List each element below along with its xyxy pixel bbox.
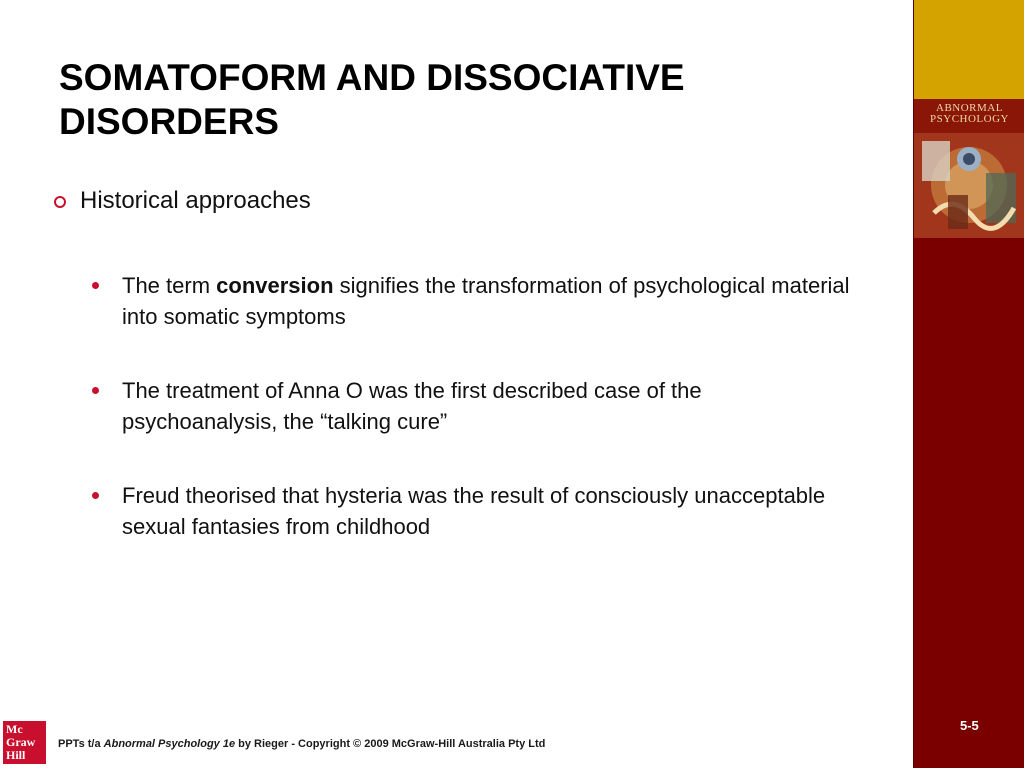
sidebar-gold-band: [914, 0, 1024, 99]
sidebar: [913, 0, 1024, 768]
footer-book-title: Abnormal Psychology 1e: [103, 738, 236, 750]
slide-title: SOMATOFORM AND DISSOCIATIVE DISORDERS: [59, 57, 685, 142]
footer-copyright: [58, 738, 545, 750]
bullet-item-freud: [90, 480, 850, 542]
mcgraw-hill-logo: [3, 721, 46, 764]
bullet-text-bold: conversion: [216, 273, 334, 298]
slide-number: 5-5: [960, 718, 979, 733]
bullet-dot-icon: [92, 282, 99, 289]
bullet-item-anna-o: [90, 375, 850, 437]
circle-bullet-icon: [54, 196, 66, 208]
bullet-text-post: signifies the transformation of psychological material into somatic symptoms: [122, 273, 850, 329]
footer-prefix: PPTs t/a: [58, 738, 104, 750]
level1-bullet: [54, 187, 311, 215]
logo-line-2: Graw: [6, 735, 36, 749]
level1-text: Historical approaches: [80, 187, 311, 214]
bullet-list: [90, 270, 850, 585]
book-cover-image: [914, 99, 1024, 238]
logo-line-3: Hill: [6, 748, 26, 762]
bullet-text-pre: The term: [122, 273, 217, 298]
book-cover-art: [914, 133, 1024, 238]
book-title-band: [914, 99, 1024, 133]
bullet-text: The treatment of Anna O was the first described case of the psychoanalysis, the “talking cure”: [122, 378, 702, 434]
footer-rest: by Rieger - Copyright © 2009 McGraw-Hill Australia Pty Ltd: [235, 738, 546, 750]
bullet-dot-icon: [92, 387, 99, 394]
bullet-text: Freud theorised that hysteria was the result of consciously unacceptable sexual fantasies from childhood: [122, 483, 826, 539]
bullet-dot-icon: [92, 492, 99, 499]
logo-line-1: Mc: [6, 722, 23, 736]
book-title: ABNORMAL PSYCHOLOGY: [930, 102, 1009, 125]
bullet-item-conversion: [90, 270, 850, 332]
